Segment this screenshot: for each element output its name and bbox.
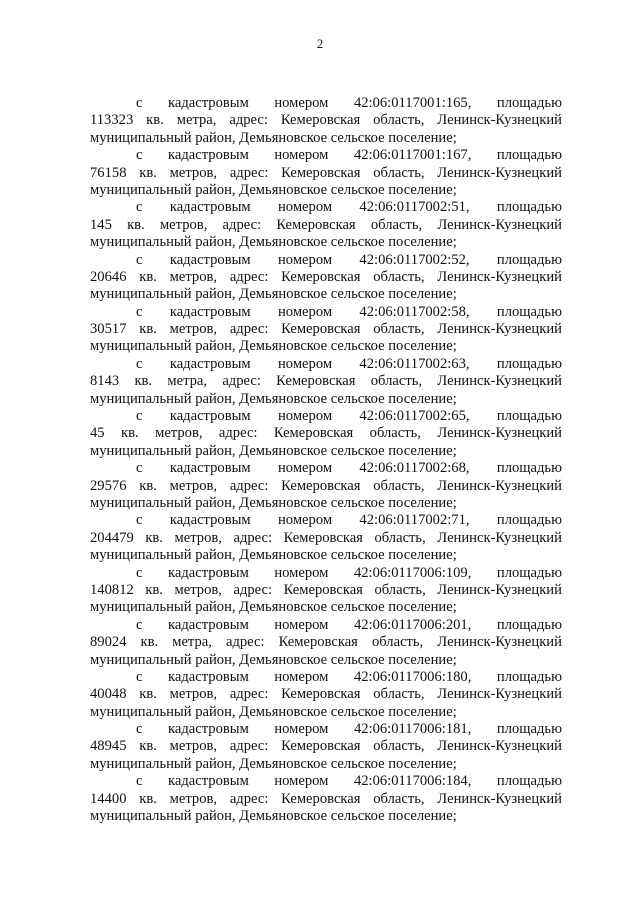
entry-word: с [136, 773, 143, 790]
entry-word: с [136, 95, 143, 111]
entry-word: номером [274, 668, 329, 685]
entry-line-area-address [90, 217, 562, 234]
entry-line-area-address [90, 112, 562, 129]
entry-word: адрес: [229, 321, 269, 338]
entry-word: кадастровым [168, 564, 249, 581]
entry-word: адрес: [229, 164, 269, 181]
entry-word: площадью [496, 95, 562, 111]
entry-line-cadastral [90, 304, 562, 321]
entry-word: с [136, 303, 143, 320]
entry-word: кв. [139, 738, 157, 755]
entry-word: адрес: [222, 216, 262, 233]
entry-word: с [136, 564, 143, 581]
entry-line-municipality: муниципальный район, Демьяновское сельское поселение; [90, 755, 457, 772]
entry-word: адрес: [229, 790, 269, 807]
entry-line-municipality: муниципальный район, Демьяновское сельское поселение; [90, 808, 457, 825]
land-plot-entry [90, 95, 562, 147]
entry-word: с [136, 721, 143, 738]
land-plot-entry [90, 460, 562, 512]
entry-word: адрес: [229, 477, 269, 494]
entry-word: Ленинск-Кузнецкий [437, 373, 562, 390]
entry-word: номером [277, 251, 333, 268]
entry-word: область, [373, 477, 425, 494]
entry-word: Кемеровская [283, 581, 363, 598]
entry-word: метров, [169, 321, 218, 338]
area-value: 20646 [90, 268, 127, 285]
entry-word: метров, [159, 216, 208, 233]
entry-line-municipality: муниципальный район, Демьяновское сельское поселение; [90, 234, 457, 251]
entry-line-municipality: муниципальный район, Демьяновское сельское поселение; [90, 390, 457, 407]
entry-word: метра, [172, 634, 212, 651]
area-value: 8143 [90, 373, 120, 390]
entry-line-area-address [90, 425, 562, 442]
entry-word: кадастровым [169, 512, 251, 529]
entry-word: кв. [139, 477, 157, 494]
entry-word: адрес: [229, 738, 269, 755]
entry-word: Кемеровская [281, 164, 361, 181]
entry-word: с [136, 460, 143, 477]
entry-word: кв. [145, 581, 163, 598]
cadastral-number: 42:06:0117006:184, [353, 773, 472, 790]
entry-word: адрес: [225, 634, 265, 651]
entry-word: метров, [169, 268, 218, 285]
entry-word: номером [277, 303, 333, 320]
entry-word: Ленинск-Кузнецкий [437, 529, 562, 546]
entry-word: Ленинск-Кузнецкий [437, 790, 562, 807]
entry-word: номером [274, 721, 329, 738]
entry-word: Ленинск-Кузнецкий [437, 112, 562, 129]
cadastral-number: 42:06:0117002:51, [359, 199, 470, 216]
document-body [90, 95, 562, 825]
entry-word: номером [274, 564, 329, 581]
entry-word: кадастровым [169, 251, 251, 268]
entry-word: кадастровым [168, 147, 249, 164]
entry-word: область, [373, 164, 425, 181]
entry-line-area-address [90, 373, 562, 390]
cadastral-number: 42:06:0117006:180, [353, 668, 472, 685]
entry-line-area-address [90, 582, 562, 599]
entry-word: кадастровым [168, 95, 249, 111]
entry-word: номером [277, 512, 333, 529]
entry-word: кв. [139, 686, 157, 703]
cadastral-number: 42:06:0117002:52, [359, 251, 470, 268]
entry-word: метров, [174, 529, 222, 546]
cadastral-number: 42:06:0117006:201, [353, 616, 472, 633]
entry-word: область, [370, 373, 423, 390]
entry-word: номером [274, 147, 329, 164]
entry-word: Ленинск-Кузнецкий [437, 686, 562, 703]
entry-word: номером [274, 773, 329, 790]
entry-word: площадью [496, 199, 562, 216]
entry-line-municipality: муниципальный район, Демьяновское сельское поселение; [90, 494, 457, 511]
entry-word: кв. [139, 321, 157, 338]
entry-word: Кемеровская [276, 216, 356, 233]
land-plot-entry [90, 356, 562, 408]
entry-line-cadastral [90, 147, 562, 164]
entry-word: метра, [167, 373, 208, 390]
entry-word: с [136, 147, 143, 164]
entry-word: метров, [169, 164, 218, 181]
entry-word: кадастровым [169, 303, 251, 320]
entry-line-cadastral [90, 773, 562, 790]
entry-word: номером [274, 95, 329, 111]
entry-word: область, [371, 634, 424, 651]
cadastral-number: 42:06:0117006:181, [353, 721, 472, 738]
entry-word: Ленинск-Кузнецкий [437, 164, 562, 181]
entry-word: адрес: [218, 425, 258, 442]
entry-word: адрес: [233, 581, 273, 598]
entry-word: с [136, 251, 143, 268]
area-value: 204479 [90, 529, 134, 546]
entry-word: область, [374, 529, 426, 546]
entry-word: площадью [496, 721, 562, 738]
land-plot-entry [90, 199, 562, 251]
entry-word: кадастровым [168, 616, 249, 633]
entry-word: кадастровым [168, 773, 249, 790]
area-value: 14400 [90, 790, 127, 807]
entry-word: кадастровым [168, 668, 249, 685]
entry-word: Ленинск-Кузнецкий [437, 425, 562, 442]
area-value: 30517 [90, 321, 127, 338]
entry-word: площадью [496, 355, 562, 372]
entry-word: область, [373, 738, 425, 755]
entry-word: область, [373, 268, 425, 285]
entry-word: Кемеровская [281, 790, 361, 807]
entry-line-municipality: муниципальный район, Демьяновское сельское поселение; [90, 599, 457, 616]
entry-line-cadastral [90, 460, 562, 477]
entry-line-cadastral [90, 252, 562, 269]
entry-line-area-address [90, 738, 562, 755]
entry-word: с [136, 199, 143, 216]
entry-word: площадью [496, 147, 562, 164]
entry-line-cadastral [90, 565, 562, 582]
cadastral-number: 42:06:0117001:165, [353, 95, 472, 111]
entry-word: площадью [496, 408, 562, 425]
entry-word: кв. [121, 425, 139, 442]
cadastral-number: 42:06:0117002:58, [359, 303, 470, 320]
area-value: 89024 [90, 634, 127, 651]
entry-line-municipality: муниципальный район, Демьяновское сельское поселение; [90, 129, 457, 146]
entry-word: Кемеровская [281, 477, 361, 494]
land-plot-entry [90, 408, 562, 460]
entry-word: кв. [139, 790, 157, 807]
entry-word: адрес: [229, 112, 268, 129]
entry-word: Кемеровская [280, 112, 361, 129]
land-plot-entry [90, 512, 562, 564]
entry-word: Ленинск-Кузнецкий [437, 477, 562, 494]
land-plot-entry [90, 252, 562, 304]
entry-word: площадью [496, 616, 562, 633]
entry-word: адрес: [233, 529, 273, 546]
entry-word: Кемеровская [281, 268, 361, 285]
land-plot-entry [90, 565, 562, 617]
entry-word: Кемеровская [276, 373, 356, 390]
entry-word: Кемеровская [283, 529, 363, 546]
entry-line-municipality: муниципальный район, Демьяновское сельское поселение; [90, 181, 457, 198]
entry-word: область, [373, 112, 425, 129]
entry-line-area-address [90, 686, 562, 703]
entry-line-cadastral [90, 199, 562, 216]
entry-word: Кемеровская [281, 738, 361, 755]
entry-word: кв. [139, 268, 157, 285]
area-value: 29576 [90, 477, 127, 494]
entry-word: метров, [169, 790, 218, 807]
entry-word: площадью [496, 564, 562, 581]
area-value: 76158 [90, 164, 127, 181]
entry-word: кадастровым [169, 408, 251, 425]
entry-line-cadastral [90, 669, 562, 686]
land-plot-entry [90, 721, 562, 773]
entry-word: Ленинск-Кузнецкий [437, 738, 562, 755]
entry-word: область, [373, 686, 425, 703]
entry-line-cadastral [90, 95, 562, 112]
entry-word: область, [373, 790, 425, 807]
entry-word: площадью [496, 251, 562, 268]
entry-line-municipality: муниципальный район, Демьяновское сельское поселение; [90, 703, 457, 720]
entry-line-area-address [90, 530, 562, 547]
entry-line-area-address [90, 634, 562, 651]
entry-word: кв. [134, 373, 153, 390]
entry-word: кадастровым [169, 355, 251, 372]
entry-word: кадастровым [169, 460, 251, 477]
entry-word: площадью [496, 512, 562, 529]
entry-word: Ленинск-Кузнецкий [437, 581, 562, 598]
land-plot-entry [90, 773, 562, 825]
entry-word: Кемеровская [281, 686, 361, 703]
entry-line-cadastral [90, 356, 562, 373]
cadastral-number: 42:06:0117001:167, [353, 147, 472, 164]
entry-word: адрес: [229, 686, 269, 703]
entry-word: площадью [496, 460, 562, 477]
page-number: 2 [316, 36, 324, 51]
entry-word: кадастровым [169, 199, 251, 216]
land-plot-entry [90, 304, 562, 356]
entry-word: адрес: [229, 268, 269, 285]
entry-word: Кемеровская [273, 425, 354, 442]
entry-word: метров, [169, 477, 218, 494]
area-value: 140812 [90, 581, 134, 598]
entry-word: номером [277, 355, 333, 372]
entry-word: область, [369, 425, 421, 442]
entry-word: кв. [146, 112, 164, 129]
cadastral-number: 42:06:0117002:71, [359, 512, 470, 529]
entry-word: кв. [127, 216, 145, 233]
entry-line-area-address [90, 478, 562, 495]
entry-line-municipality: муниципальный район, Демьяновское сельское поселение; [90, 286, 457, 303]
area-value: 48945 [90, 738, 127, 755]
entry-line-municipality: муниципальный район, Демьяновское сельское поселение; [90, 338, 457, 355]
entry-word: кв. [145, 529, 163, 546]
entry-line-cadastral [90, 408, 562, 425]
area-value: 45 [90, 425, 105, 442]
entry-word: область, [370, 216, 423, 233]
entry-word: с [136, 355, 143, 372]
entry-word: площадью [496, 668, 562, 685]
entry-word: область, [373, 321, 425, 338]
entry-word: кадастровым [168, 721, 249, 738]
area-value: 113323 [90, 112, 134, 129]
entry-word: площадью [496, 773, 562, 790]
entry-word: адрес: [222, 373, 261, 390]
cadastral-number: 42:06:0117002:68, [359, 460, 470, 477]
entry-word: Кемеровская [281, 321, 361, 338]
entry-word: площадью [496, 303, 562, 320]
cadastral-number: 42:06:0117006:109, [353, 564, 472, 581]
entry-line-cadastral [90, 512, 562, 529]
entry-word: метров, [169, 686, 218, 703]
area-value: 40048 [90, 686, 127, 703]
entry-word: номером [277, 460, 333, 477]
land-plot-entry [90, 669, 562, 721]
entry-line-municipality: муниципальный район, Демьяновское сельское поселение; [90, 547, 457, 564]
entry-word: метра, [176, 112, 217, 129]
entry-word: с [136, 512, 143, 529]
entry-word: с [136, 616, 143, 633]
entry-word: Ленинск-Кузнецкий [437, 268, 562, 285]
cadastral-number: 42:06:0117002:63, [359, 355, 470, 372]
entry-word: метров, [155, 425, 203, 442]
entry-line-municipality: муниципальный район, Демьяновское сельское поселение; [90, 442, 457, 459]
entry-word: кв. [140, 634, 159, 651]
entry-word: кв. [139, 164, 157, 181]
entry-line-cadastral [90, 617, 562, 634]
entry-word: метров, [174, 581, 222, 598]
land-plot-entry [90, 147, 562, 199]
entry-word: с [136, 408, 143, 425]
entry-word: номером [277, 199, 333, 216]
entry-word: номером [277, 408, 333, 425]
entry-word: Кемеровская [278, 634, 358, 651]
area-value: 145 [90, 216, 112, 233]
entry-line-area-address [90, 791, 562, 808]
entry-word: Ленинск-Кузнецкий [437, 321, 562, 338]
entry-line-area-address [90, 165, 562, 182]
entry-word: область, [374, 581, 426, 598]
entry-line-area-address [90, 269, 562, 286]
entry-word: с [136, 668, 143, 685]
entry-word: Ленинск-Кузнецкий [437, 216, 562, 233]
entry-word: метров, [169, 738, 218, 755]
entry-line-cadastral [90, 721, 562, 738]
cadastral-number: 42:06:0117002:65, [359, 408, 470, 425]
entry-line-area-address [90, 321, 562, 338]
entry-word: Ленинск-Кузнецкий [437, 634, 562, 651]
entry-line-municipality: муниципальный район, Демьяновское сельское поселение; [90, 651, 457, 668]
entry-word: номером [274, 616, 329, 633]
land-plot-entry [90, 617, 562, 669]
